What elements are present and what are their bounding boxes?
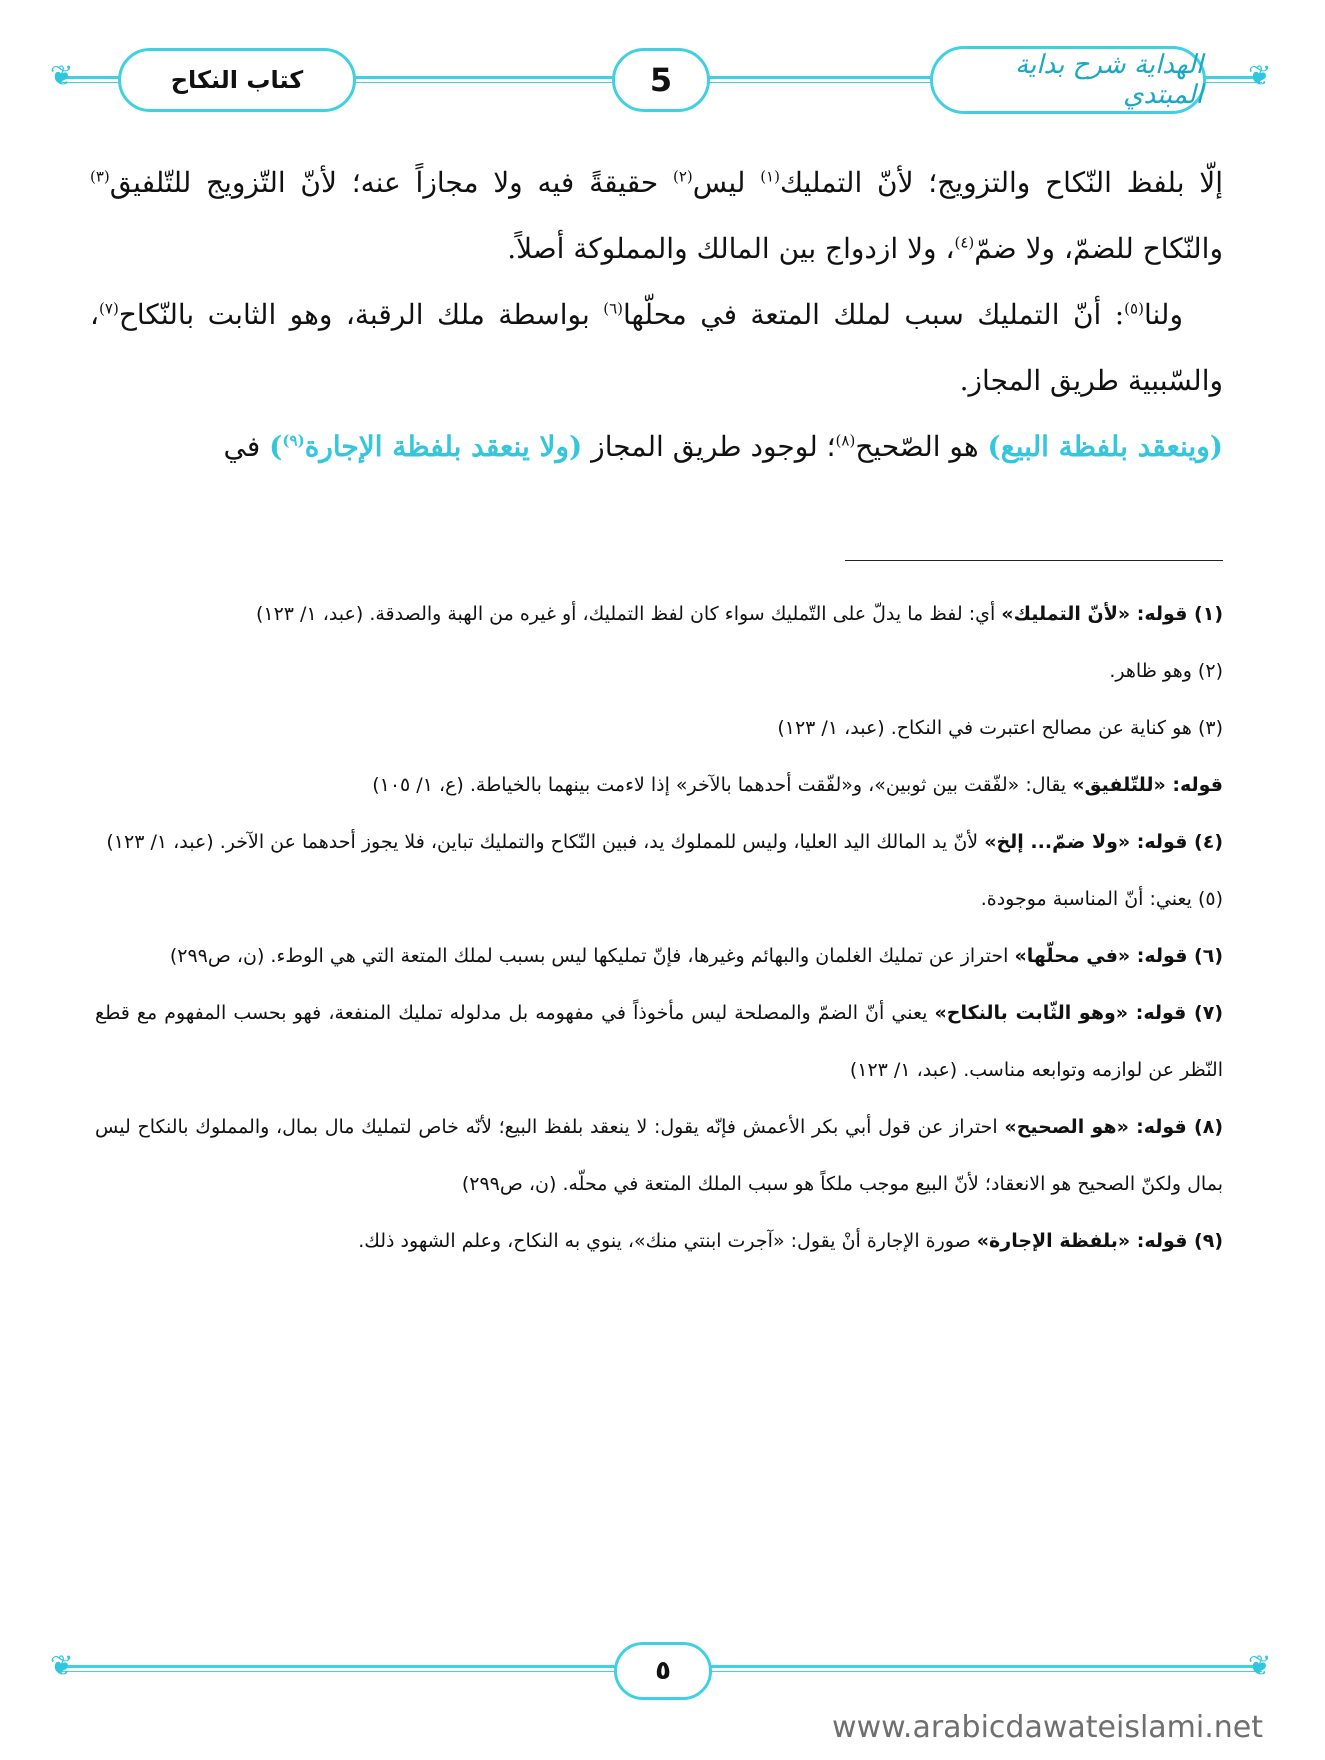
main-text [90, 150, 1223, 480]
text-run: ليس [692, 166, 761, 199]
page-number-box [612, 48, 710, 112]
footnote-ref: (٧) [99, 299, 119, 318]
right-ornament-icon: ❦ [1248, 59, 1272, 92]
text-run: في [223, 430, 270, 463]
matn-highlight: (وينعقد بلفظة البيع) [987, 430, 1223, 463]
footer-left-ornament-icon: ❦ [50, 1649, 74, 1682]
footer-page-number: ٥ [655, 1656, 671, 1686]
footer-page-number-box [614, 1642, 712, 1700]
paragraph-3 [90, 414, 1223, 480]
footnote-6 [95, 928, 1223, 985]
text-run: ، والسّببية طريق المجاز. [90, 298, 1223, 397]
brand-box [930, 46, 1206, 114]
footnote-text: احتراز عن قول أبي بكر الأعمش فإنّه يقول: لا ينعقد بلفظ البيع؛ لأنّه خاص لتمليك مال بمال، والمملوك بالنكاح ليس بمال ولكنّ الصحيح هو الانعقاد؛ لأنّ البيع موجب ملكاً هو سبب الملك المتعة في محلّه. (ن، ص٢٩٩) [95, 1116, 1223, 1195]
footnote-text: لأنّ يد المالك اليد العليا، وليس للمملوك يد، فبين النّكاح والتمليك تباين، فلا يجوز أحدهما عن الآخر. (عبد، ١/ ١٢٣) [106, 831, 985, 853]
footnote-ref: (١) [760, 167, 780, 186]
footnote-8 [95, 1099, 1223, 1213]
text-run: بواسطة ملك الرقبة، وهو الثابت بالنّكاح [118, 298, 604, 331]
left-ornament-icon: ❦ [50, 59, 74, 92]
footnote-label: (٤) قوله: «ولا ضمّ... إلخ» [984, 831, 1223, 853]
footnote-2: (٢) وهو ظاهر. [1109, 660, 1223, 682]
footnote-label: (٦) قوله: «في محلّها» [1014, 945, 1223, 967]
chapter-title: كتاب النكاح [170, 66, 304, 94]
paragraph-1 [90, 150, 1223, 282]
book-title-logo: الهداية شرح بداية المبتدي [1015, 50, 1203, 110]
text-run: ولنا [1143, 298, 1183, 331]
footnote-text: احتراز عن تمليك الغلمان والبهائم وغيرها، فإنّ تمليكها ليس بسبب لملك المتعة التي هي الوطء. (ن، ص٢٩٩) [169, 945, 1015, 967]
footnote-ref: (٦) [603, 299, 624, 318]
footnote-9 [95, 1213, 1223, 1270]
footer-right-ornament-icon: ❦ [1248, 1649, 1272, 1682]
text-run: والنّكاح للضمّ، ولا ضمّ [974, 232, 1223, 265]
footnote-3b [95, 757, 1223, 814]
matn-highlight: (ولا ينعقد بلفظة الإجارة [304, 430, 583, 463]
footnote-label: قوله: «للتّلفيق» [1072, 774, 1223, 796]
text-run: ، ولا ازدواج بين المالك والمملوكة أصلاً. [507, 232, 955, 265]
footnote-text: يعني أنّ الضمّ والمصلحة ليس مأخوذاً في مفهومه بل مدلوله تمليك المنفعة، فهو بحسب المفهوم مع قطع النّظر عن لوازمه وتوابعه مناسب. (عبد، ١/ ١٢٣) [95, 1002, 1223, 1081]
footnote-text: أي: لفظ ما يدلّ على التّمليك سواء كان لفظ التمليك، أو غيره من الهبة والصدقة. (عبد، ١/ ١٢٣) [255, 603, 1002, 625]
text-run: : أنّ التمليك سبب لملك المتعة في محلّها [623, 298, 1125, 331]
text-run: حقيقةً فيه ولا مجازاً عنه؛ لأنّ التّزويج للتّلفيق [109, 166, 673, 199]
footnote-text: يقال: «لفّقت بين ثوبين»، و«لفّقت أحدهما بالآخر» إذا لاءمت بينهما بالخياطة. (ع، ١/ ١٠٥) [372, 774, 1073, 796]
footnote-ref: (٥) [1124, 299, 1144, 318]
chapter-title-box [118, 48, 356, 112]
matn-highlight: ) [269, 430, 283, 463]
text-run: هو الصّحيح [855, 430, 988, 463]
footnote-text: صورة الإجارة أنْ يقول: «آجرت ابنتي منك»، ينوي به النكاح، وعلم الشهود ذلك. [358, 1230, 977, 1252]
footnote-label: (٧) قوله: «وهو الثّابت بالنكاح» [934, 1002, 1223, 1024]
footnote-ref: (٤) [954, 233, 975, 252]
footnote-4 [95, 814, 1223, 871]
footnote-ref: (٣) [90, 167, 110, 186]
footnote-ref: (٩) [282, 431, 305, 450]
footnote-separator [845, 560, 1223, 561]
footnote-label: (١) قوله: «لأنّ التمليك» [1001, 603, 1223, 625]
text-run: ؛ لوجود طريق المجاز [582, 430, 836, 463]
footnotes [95, 586, 1223, 1270]
website-watermark: www.arabicdawateislami.net [832, 1710, 1263, 1745]
footnote-7 [95, 985, 1223, 1099]
footnote-3: (٣) هو كناية عن مصالح اعتبرت في النكاح. (عبد، ١/ ١٢٣) [777, 717, 1223, 739]
footnote-1 [95, 586, 1223, 643]
footnote-ref: (٢) [672, 167, 693, 186]
footnote-ref: (٨) [835, 431, 856, 450]
footnote-5: (٥) يعني: أنّ المناسبة موجودة. [980, 888, 1223, 910]
header-page-number: 5 [649, 61, 673, 99]
text-run: إلّا بلفظ النّكاح والتزويج؛ لأنّ التمليك [779, 166, 1224, 199]
footnote-label: (٩) قوله: «بلفظة الإجارة» [976, 1230, 1223, 1252]
footnote-label: (٨) قوله: «هو الصحيح» [1004, 1116, 1223, 1138]
paragraph-2 [90, 282, 1223, 414]
